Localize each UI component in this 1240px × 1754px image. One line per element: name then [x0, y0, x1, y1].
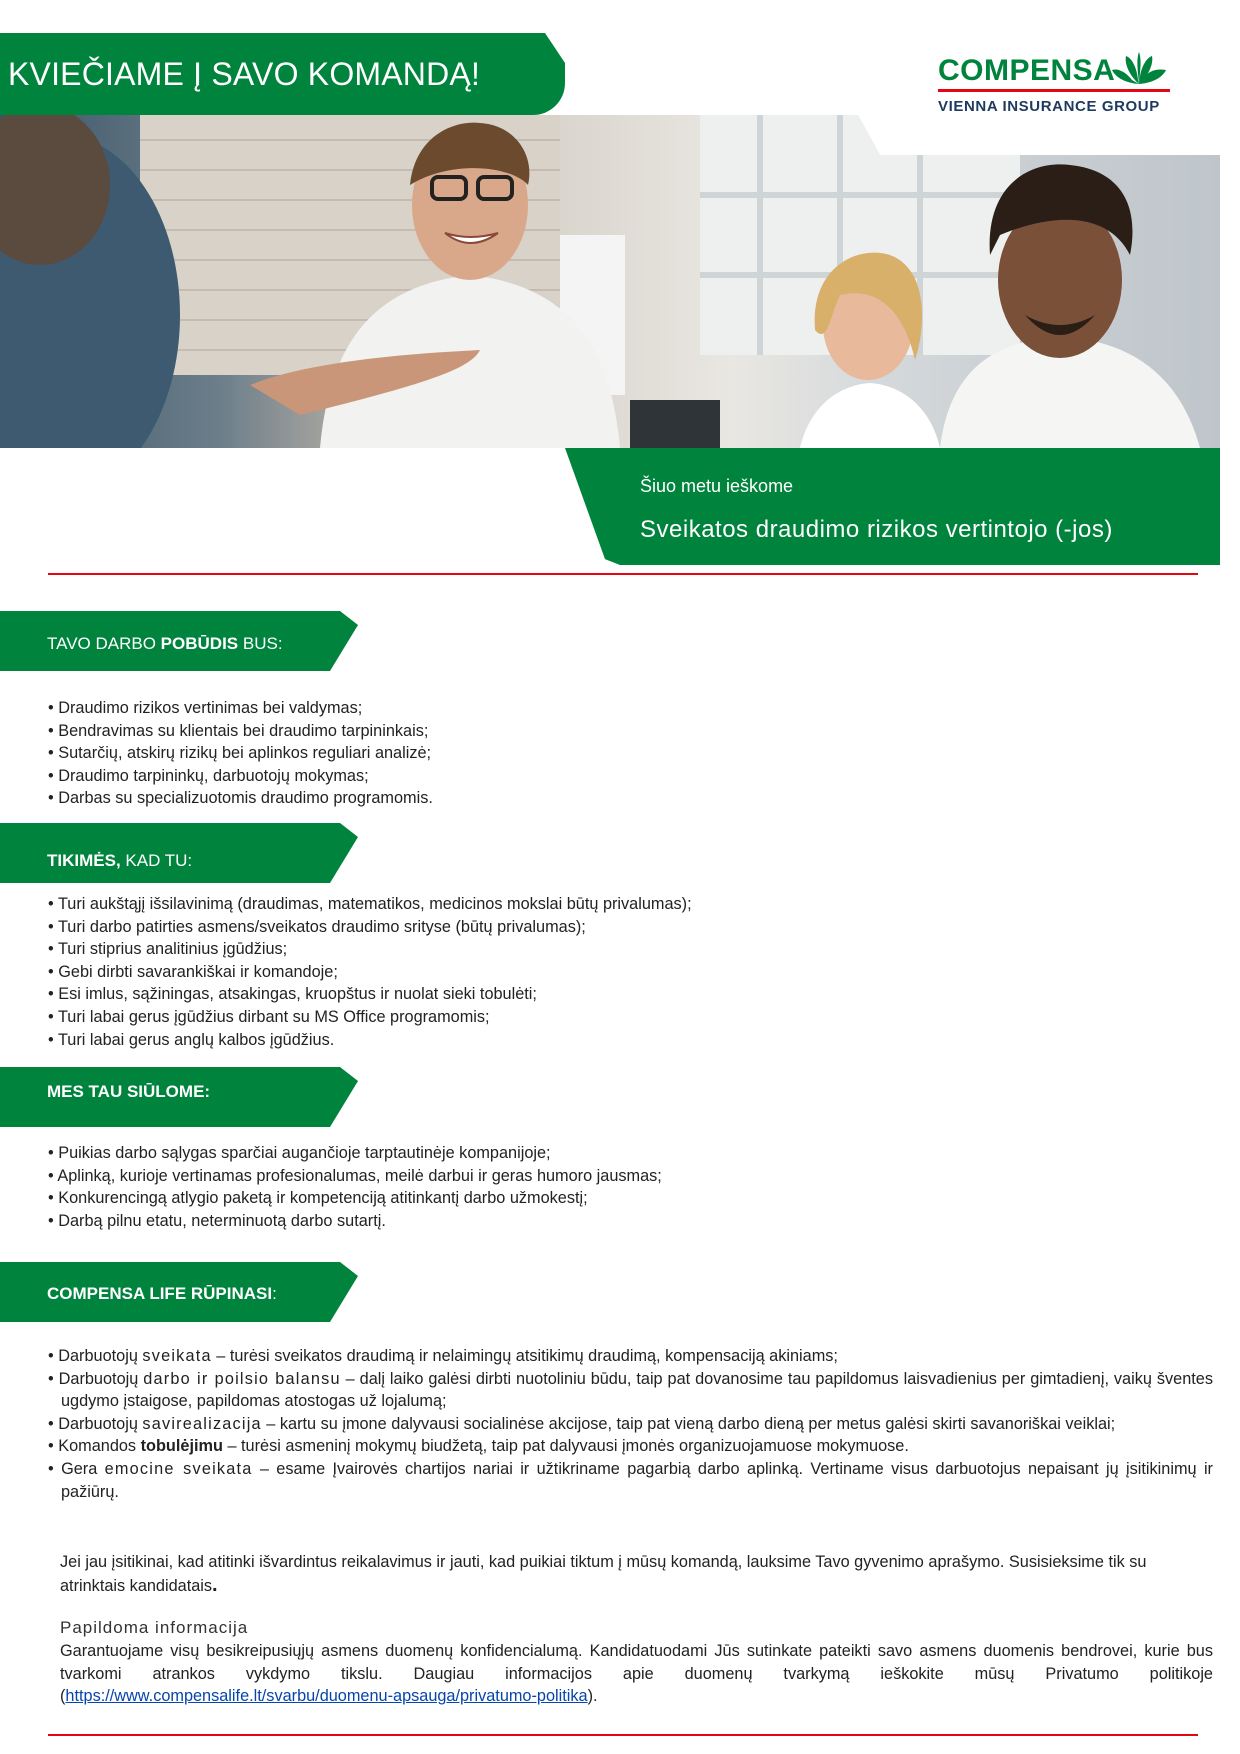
section-title-expectations: TIKIMĖS, KAD TU: [47, 851, 193, 870]
extra-info-text: Garantuojame visų besikreipusiųjų asmens duomenų konfidencialumą. Kandidatuodami Jūs sutinkate pateikti savo asmens duomenis bendrovei, kurie bus tvarkomi atrankos vykdymo tikslu. Daugiau informacijos apie duomenų tvarkymą ieškokite mūsų Privatumo politikoje (https://www.compensalife.lt/svarbu/duomenu-apsauga/privatumo-politika). [60, 1642, 1213, 1706]
list-item: • Darbuotojų darbo ir poilsio balansu – dalį laiko galėsi dirbti nuotoliniu būdu, taip pat dovanosime tau papildomus laisvadienius per gimtadienį, vaikų šventes ugdymo įstaigose, papildomas atostogas už lojalumą; [48, 1368, 1213, 1413]
list-item: • Turi stiprius analitinius įgūdžius; [48, 938, 692, 961]
header-title: KVIEČIAME Į SAVO KOMANDĄ! [8, 56, 481, 92]
privacy-policy-link[interactable]: https://www.compensalife.lt/svarbu/duomenu-apsauga/privatumo-politika [65, 1687, 588, 1706]
section-title-work-nature: TAVO DARBO POBŪDIS BUS: [47, 634, 283, 653]
list-item: • Darbuotojų savirealizacija – kartu su įmone dalyvausi socialinėse akcijose, taip pat vieną darbo dieną per metus galėsi skirti savanoriškai veiklai; [48, 1413, 1213, 1436]
list-item: • Turi darbo patirties asmens/sveikatos draudimo srityse (būtų privalumas); [48, 916, 692, 939]
list-item: • Gebi dirbti savarankiškai ir komandoje; [48, 961, 692, 984]
section-title-offer: MES TAU SIŪLOME: [47, 1082, 211, 1101]
list-item: • Turi labai gerus anglų kalbos įgūdžius. [48, 1029, 692, 1052]
list-item: • Darbas su specializuotomis draudimo programomis. [48, 787, 433, 810]
closing-paragraph: Jei jau įsitikinai, kad atitinki išvardintus reikalavimus ir jauti, kad puikiai tiktum į mūsų komandą, lauksime Tavo gyvenimo aprašymo. Susisieksime tik su atrinktais kandidatais. [60, 1553, 1147, 1596]
shell-logo-icon [1108, 50, 1170, 86]
care-list [48, 1345, 1213, 1503]
list-item: • Konkurencingą atlygio paketą ir kompetenciją atitinkantį darbo užmokestį; [48, 1187, 662, 1210]
list-item: • Bendravimas su klientais bei draudimo tarpininkais; [48, 720, 433, 743]
list-item: • Aplinką, kurioje vertinamas profesionalumas, meilė darbui ir geras humoro jausmas; [48, 1165, 662, 1188]
divider-bottom [48, 1734, 1198, 1736]
list-item: • Darbuotojų sveikata – turėsi sveikatos draudimą ir nelaimingų atsitikimų draudimą, kompensaciją akiniams; [48, 1345, 1213, 1368]
extra-info-heading: Papildoma informacija [60, 1618, 249, 1637]
offer-list [48, 1142, 662, 1232]
expectations-list [48, 893, 692, 1051]
logo-wordmark: COMPENSA [938, 54, 1116, 87]
divider-top [48, 573, 1198, 575]
logo-divider [938, 89, 1170, 92]
list-item: • Draudimo rizikos vertinimas bei valdymas; [48, 697, 433, 720]
list-item: • Esi imlus, sąžiningas, atsakingas, kruopštus ir nuolat sieki tobulėti; [48, 983, 692, 1006]
work-nature-list [48, 697, 433, 810]
list-item: • Puikias darbo sąlygas sparčiai augančioje tarptautinėje kompanijoje; [48, 1142, 662, 1165]
job-title: Sveikatos draudimo rizikos vertintojo (-jos) [640, 516, 1113, 543]
list-item: • Darbą pilnu etatu, neterminuotą darbo sutartį. [48, 1210, 662, 1233]
list-item: • Gera emocine sveikata – esame Įvairovės chartijos nariai ir užtikriname pagarbią darbo aplinką. Vertiname visus darbuotojus nepaisant jų įsitikinimų ir pažiūrų. [48, 1458, 1213, 1503]
job-intro: Šiuo metu ieškome [640, 476, 794, 496]
section-title-care: COMPENSA LIFE RŪPINASI: [47, 1284, 277, 1303]
logo-subtitle: VIENNA INSURANCE GROUP [938, 98, 1160, 115]
list-item: • Sutarčių, atskirų rizikų bei aplinkos reguliari analizė; [48, 742, 433, 765]
job-card [565, 448, 1220, 565]
list-item: • Draudimo tarpininkų, darbuotojų mokymas; [48, 765, 433, 788]
list-item: • Turi labai gerus įgūdžius dirbant su MS Office programomis; [48, 1006, 692, 1029]
list-item: • Komandos tobulėjimu – turėsi asmeninį mokymų biudžetą, taip pat dalyvausi įmonės organizuojamuose mokymuose. [48, 1435, 1213, 1458]
team-photo [0, 115, 1220, 448]
team-photo-illustration [0, 115, 1220, 448]
list-item: • Turi aukštąjį išsilavinimą (draudimas, matematikos, medicinos mokslai būtų privalumas); [48, 893, 692, 916]
